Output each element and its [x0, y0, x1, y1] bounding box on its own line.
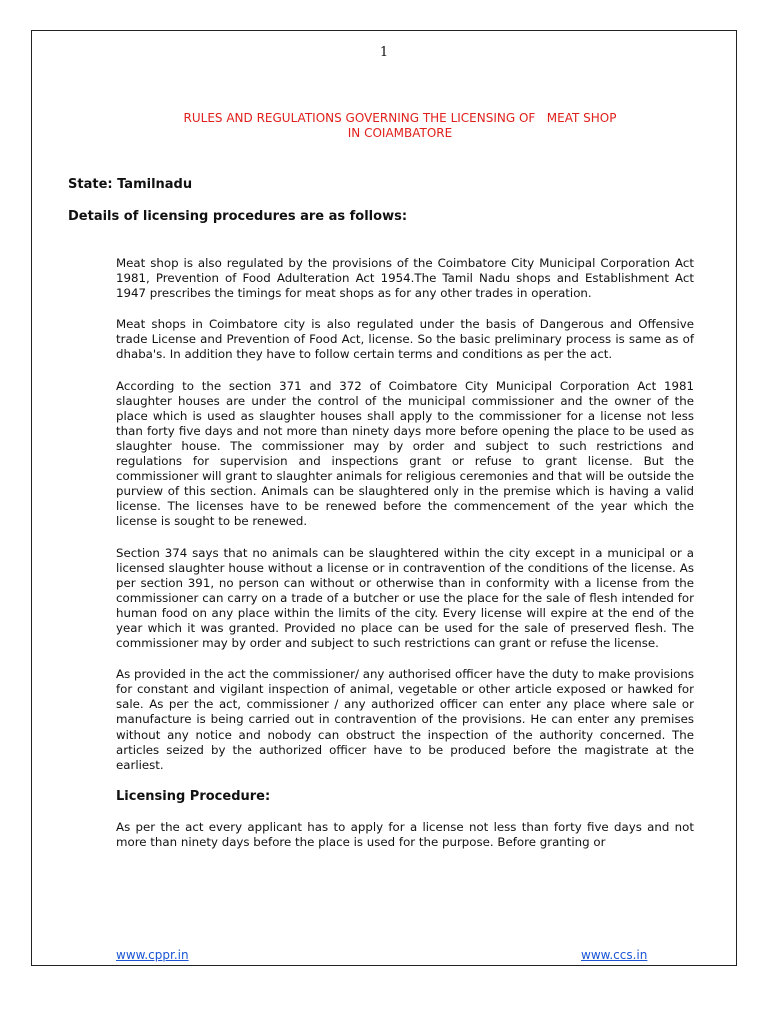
page-number: 1	[379, 45, 389, 60]
paragraph: Meat shops in Coimbatore city is also regulated under the basis of Dangerous and Offensive trade License and Prevention of Food Act, license. So the basic preliminary process is same as of dhaba's. In addition they have to follow certain terms and conditions as per the act.	[116, 317, 694, 362]
title-line-2: IN COIAMBATORE	[347, 126, 453, 140]
footer-link-cppr[interactable]: www.cppr.in	[116, 948, 189, 962]
title-line-1: RULES AND REGULATIONS GOVERNING THE LICENSING OF MEAT SHOP	[183, 111, 617, 125]
paragraph: As per the act every applicant has to apply for a license not less than forty five days and not more than ninety days before the place is used for the purpose. Before granting or	[116, 819, 694, 849]
document-body	[116, 256, 694, 850]
footer-link-ccs[interactable]: www.ccs.in	[581, 948, 648, 962]
paragraph: Meat shop is also regulated by the provisions of the Coimbatore City Municipal Corporation Act 1981, Prevention of Food Adulteration Act 1954.The Tamil Nadu shops and Establishment Act 1947 prescribes the timings for meat shops as for any other trades in operation.	[116, 256, 694, 301]
paragraph: According to the section 371 and 372 of Coimbatore City Municipal Corporation Act 1981 slaughter houses are under the control of the municipal commissioner and the owner of the place which is used as slaughter houses shall apply to the commissioner for a license not less than forty five days and not more than ninety days more before opening the place to be used as slaughter house. The commissioner may by order and subject to such restrictions and regulations for supervision and inspections grant or refuse to grant license. But the commissioner will grant to slaughter animals for religious ceremonies and that will be outside the purview of this section. Animals can be slaughtered only in the premise which is having a valid license. The licenses have to be renewed before the commencement of the year which the license is sought to be renewed.	[116, 378, 694, 529]
document-title	[130, 111, 670, 141]
licensing-procedure-heading: Licensing Procedure:	[116, 788, 271, 804]
paragraph: As provided in the act the commissioner/ any authorised officer have the duty to make provisions for constant and vigilant inspection of animal, vegetable or other article exposed or hawked for sale. As per the act, commissioner / any authorized officer can enter any place where sale or manufacture is being carried out in contravention of the provisions. He can enter any premises without any notice and nobody can obstruct the inspection of the authority concerned. The articles seized by the authorized officer have to be produced before the magistrate at the earliest.	[116, 667, 694, 772]
state-label: State: Tamilnadu	[68, 177, 193, 192]
paragraph: Section 374 says that no animals can be slaughtered within the city except in a municipal or a licensed slaughter house without a license or in contravention of the conditions of the license. As per section 391, no person can without or otherwise than in conformity with a license from the commissioner can carry on a trade of a butcher or use the place for the sale of flesh intended for human food on any place within the limits of the city. Every license will expire at the end of the year which it was granted. Provided no place can be used for the sale of preserved flesh. The commissioner may by order and subject to such restrictions can grant or refuse the license.	[116, 545, 694, 651]
details-heading: Details of licensing procedures are as follows:	[68, 209, 408, 224]
